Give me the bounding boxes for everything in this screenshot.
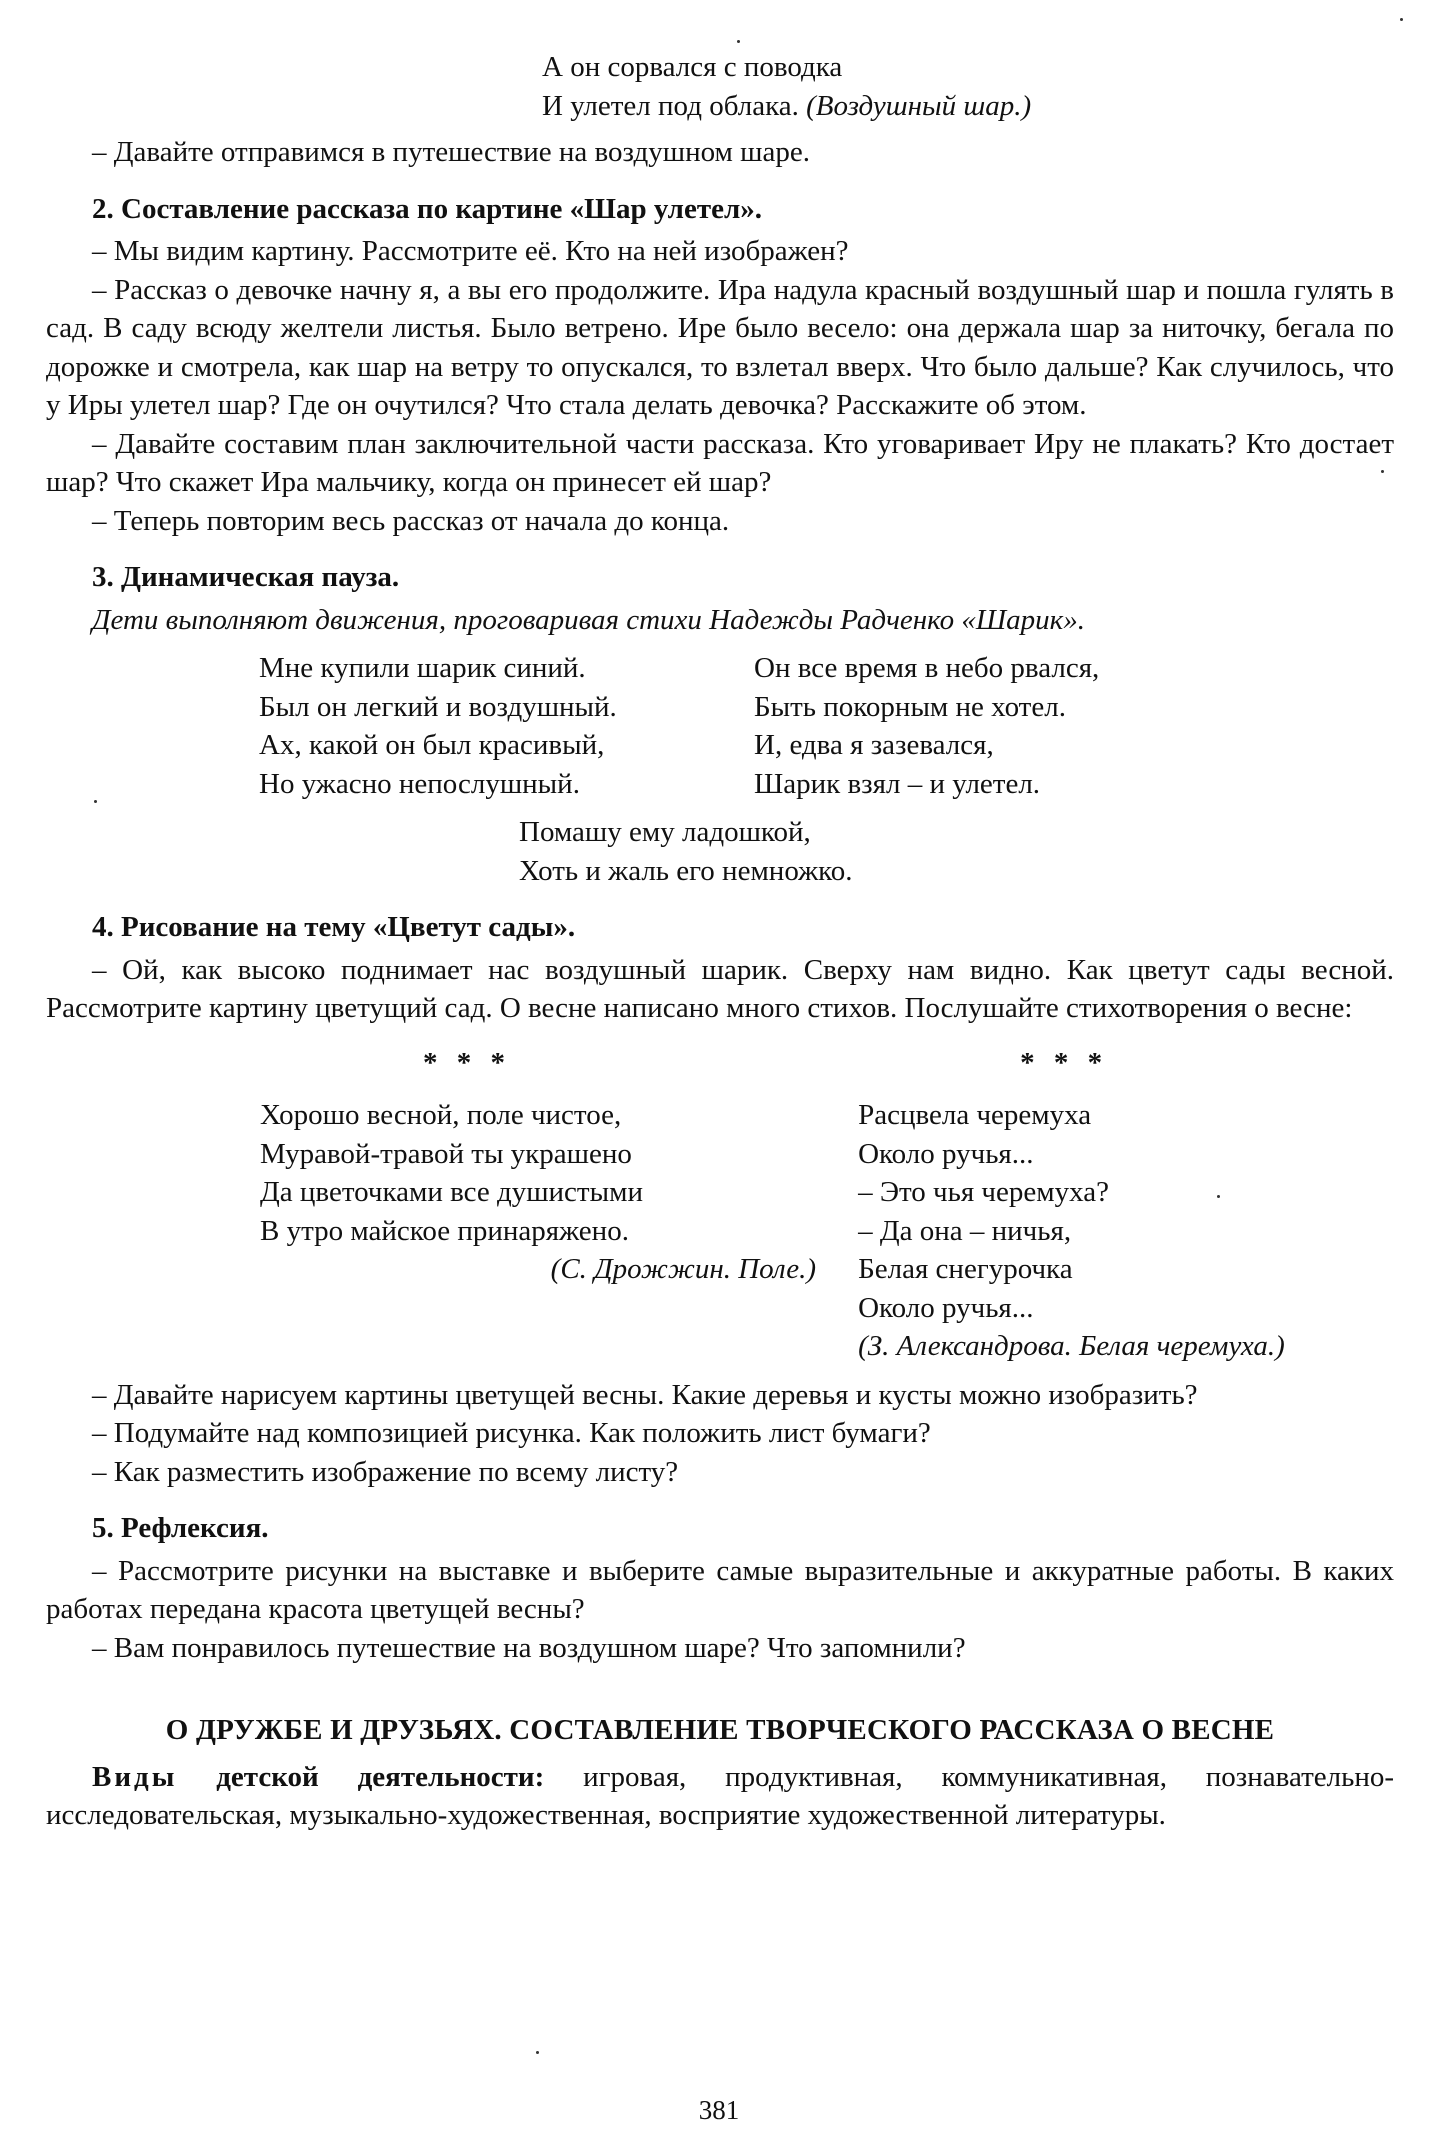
paragraph: – Как разместить изображение по всему листу? <box>92 1455 679 1488</box>
poem-line: А он сорвался с поводка <box>542 51 843 83</box>
paragraph: – Давайте нарисуем картины цветущей весны. Какие деревья и кусты можно изобразить? <box>92 1378 1198 1411</box>
scan-speck <box>536 2051 539 2054</box>
activity-kinds <box>46 1758 1394 1835</box>
poem-line: Расцвела черемуха <box>858 1099 1092 1131</box>
poem-line: Хоть и жаль его немножко. <box>519 854 853 887</box>
scan-speck <box>94 800 97 803</box>
paragraph: – Вам понравилось путешествие на воздушном шаре? Что запомнили? <box>92 1631 966 1664</box>
instruction: Дети выполняют движения, проговаривая стихи Надежды Радченко «Шарик». <box>92 603 1085 636</box>
poem-line: Быть покорным не хотел. <box>754 690 1066 723</box>
poem-line: – Это чья черемуха? <box>858 1176 1109 1208</box>
poem-final-couplet <box>519 813 1394 890</box>
poem-author: (З. Александрова. Белая черемуха.) <box>858 1330 1285 1362</box>
poem-line: – Да она – ничья, <box>858 1214 1072 1247</box>
poem-line: И, едва я зазевался, <box>754 729 994 761</box>
paragraph: – Рассмотрите рисунки на выставке и выберите самые выразительные и аккуратные работы. В каких работах передана красота цветущей весны? <box>46 1554 1394 1625</box>
paragraph-travel: – Давайте отправимся в путешествие на воздушном шаре. <box>92 136 810 168</box>
poem-author: (С. Дрожжин. Поле.) <box>550 1253 817 1285</box>
spring-poems <box>46 1044 1394 1366</box>
kinds-label: Виды <box>92 1760 178 1793</box>
poem-sharik <box>46 649 1394 803</box>
topic-title: О ДРУЖБЕ И ДРУЗЬЯХ. СОСТАВЛЕНИЕ ТВОРЧЕСКОГО РАССКАЗА О ВЕСНЕ <box>165 1714 1275 1746</box>
scan-speck <box>737 40 740 43</box>
poem-line: Муравой-травой ты украшено <box>260 1137 632 1170</box>
poem-column <box>754 649 1314 803</box>
section-heading: 3. Динамическая пауза. <box>92 561 400 593</box>
paragraph: – Подумайте над композицией рисунка. Как положить лист бумаги? <box>92 1417 931 1449</box>
paragraph: – Рассказ о девочке начну я, а вы его продолжите. Ира надула красный воздушный шар и пошла гулять в сад. В саду всюду желтели листья. Было ветрено. Ире было весело: она держала шар за ниточку, бегала по дорожке и смотрела, как шар на ветру то опускался, то взлетал вверх. Что было дальше? Как случилось, что у Иры улетел шар? Где он очутился? Что стала делать девочка? Расскажите об этом. <box>46 273 1394 421</box>
page-number: 381 <box>698 2095 740 2125</box>
poem-line: Да цветочками все душистыми <box>260 1176 643 1208</box>
section-heading: 5. Рефлексия. <box>92 1512 269 1544</box>
paragraph: – Теперь повторим весь рассказ от начала до конца. <box>92 504 730 537</box>
poem-line: Был он легкий и воздушный. <box>259 690 617 723</box>
paragraph: – Давайте составим план заключительной части рассказа. Кто уговаривает Иру не плакать? Кто достает шар? Что скажет Ира мальчику, когда он принесет ей шар? <box>46 427 1394 498</box>
section-heading: 4. Рисование на тему «Цветут сады». <box>92 911 576 943</box>
section-heading: 2. Составление рассказа по картине «Шар улетел». <box>92 192 762 225</box>
poem-line: Он все время в небо рвался, <box>754 652 1100 684</box>
poem-line: Около ручья... <box>858 1137 1034 1170</box>
kinds-text: игровая, продуктивная, коммуникативная, познавательно-исследовательская, музыкально-художественная, восприятие художественной литературы. <box>46 1760 1394 1831</box>
document-page <box>46 48 1394 1835</box>
poem-line: Ах, какой он был красивый, <box>259 729 605 761</box>
poem-line: Помашу ему ладошкой, <box>519 816 811 848</box>
paragraph: – Ой, как высоко поднимает нас воздушный шарик. Сверху нам видно. Как цветут сады весной. Рассмотрите картину цветущий сад. О весне написано много стихов. Послушайте стихотворения о весне: <box>46 953 1394 1024</box>
scan-speck <box>1217 1195 1220 1198</box>
paragraph: – Мы видим картину. Рассмотрите её. Кто на ней изображен? <box>92 235 849 267</box>
poem-line: Мне купили шарик синий. <box>259 652 586 684</box>
kinds-label-rest: детской деятельности: <box>177 1760 545 1793</box>
poem-line: Около ручья... <box>858 1291 1034 1324</box>
poem-line: Но ужасно непослушный. <box>259 767 580 800</box>
scan-speck <box>1381 470 1384 473</box>
poem-separator: * * * <box>423 1046 511 1079</box>
poem-line: И улетел под облака. (Воздушный шар.) <box>542 89 1032 122</box>
riddle-answer: (Воздушный шар.) <box>806 89 1032 122</box>
poem-line: Белая снегурочка <box>858 1253 1073 1285</box>
intro-poem <box>542 48 1394 125</box>
poem-pole <box>260 1044 858 1366</box>
poem-separator: * * * <box>1020 1046 1109 1079</box>
poem-cheremukha <box>858 1044 1394 1366</box>
poem-line: Шарик взял – и улетел. <box>754 767 1041 800</box>
poem-line: В утро майское принаряжено. <box>260 1214 629 1247</box>
poem-line: Хорошо весной, поле чистое, <box>260 1099 622 1131</box>
poem-column <box>259 649 754 803</box>
scan-speck <box>1400 18 1403 21</box>
